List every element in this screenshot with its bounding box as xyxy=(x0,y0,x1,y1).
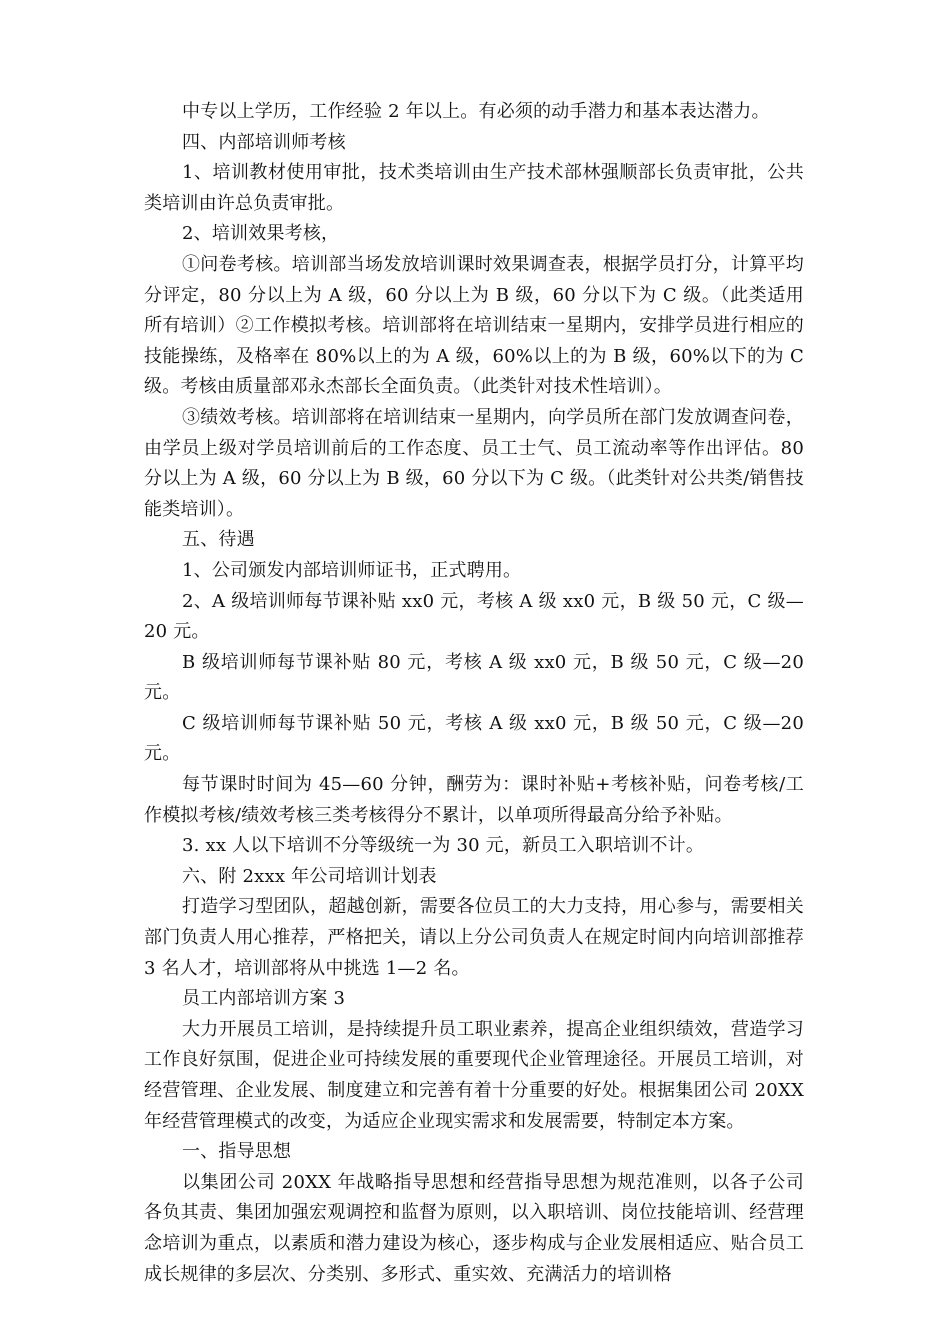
paragraph-class-duration: 每节课时时间为 45—60 分钟，酬劳为：课时补贴+考核补贴，问卷考核/工作模拟考核/绩效考核三类考核得分不累计，以单项所得最高分给予补贴。 xyxy=(144,774,804,826)
paragraph-b-level-subsidy: B 级培训师每节课补贴 80 元，考核 A 级 xx0 元，B 级 50 元，C 级—20 元。 xyxy=(144,651,804,704)
paragraph-training-effect: 2、培训效果考核， xyxy=(182,223,340,245)
heading-guiding-ideology: 一、指导思想 xyxy=(182,1141,292,1163)
paragraph-guiding-ideology: 以集团公司 20XX 年战略指导思想和经营指导思想为规范准则，以各子公司各负其责、集团加强宏观调控和监督为原则，以入职培训、岗位技能培训、经营理念培训为重点，以素质和潜力建设为核心，逐步构成与企业发展相适应、贴合员工成长规律的多层次、分类别、多形式、重实效、充满活力的培训格 xyxy=(144,1171,804,1285)
paragraph-questionnaire-assessment: ①问卷考核。培训部当场发放培训课时效果调查表，根据学员打分，计算平均分评定，80 分以上为 A 级，60 分以上为 B 级，60 分以下为 C 级。（此类适用所有培训）②工作模拟考核。培训部将在培训结束一星期内，安排学员进行相应的技能操练，及格率在 80%以上的为 A 级，60%以上的为 B 级，60%以下的为 C 级。考核由质量部邓永杰部长全面负责。（此类针对技术性培训）。 xyxy=(144,253,804,398)
paragraph-education-requirement: 中专以上学历，工作经验 2 年以上。有必须的动手潜力和基本表达潜力。 xyxy=(182,101,770,122)
heading-plan-3: 员工内部培训方案 3 xyxy=(182,988,346,1010)
paragraph-certificate: 1、公司颁发内部培训师证书，正式聘用。 xyxy=(182,559,522,581)
heading-trainer-assessment: 四、内部培训师考核 xyxy=(182,131,346,153)
paragraph-a-level-subsidy: 2、A 级培训师每节课补贴 xx0 元，考核 A 级 xx0 元，B 级 50 元，C 级—20 元。 xyxy=(144,590,804,643)
heading-benefits: 五、待遇 xyxy=(182,529,255,551)
paragraph-material-approval: 1、培训教材使用审批，技术类培训由生产技术部林强顺部长负责审批，公共类培训由许总负责审批。 xyxy=(144,162,804,214)
paragraph-c-level-subsidy: C 级培训师每节课补贴 50 元，考核 A 级 xx0 元，B 级 50 元，C 级—20 元。 xyxy=(144,712,804,765)
paragraph-learning-team: 打造学习型团队，超越创新，需要各位员工的大力支持，用心参与，需要相关部门负责人用心推荐，严格把关，请以上分公司负责人在规定时间内向培训部推荐 3 名人才，培训部将从中挑选 1—2 名。 xyxy=(144,896,804,979)
paragraph-performance-assessment: ③绩效考核。培训部将在培训结束一星期内，向学员所在部门发放调查问卷，由学员上级对学员培训前后的工作态度、员工士气、员工流动率等作出评估。80 分以上为 A 级，60 分以上为 B 级，60 分以下为 C 级。（此类针对公共类/销售技能类培训）。 xyxy=(144,406,804,520)
heading-training-plan: 六、附 2xxx 年公司培训计划表 xyxy=(182,865,437,887)
paragraph-training-importance: 大力开展员工培训，是持续提升员工职业素养，提高企业组织绩效，营造学习工作良好氛围，促进企业可持续发展的重要现代企业管理途径。开展员工培训，对经营管理、企业发展、制度建立和完善有着十分重要的好处。根据集团公司 20XX 年经营管理模式的改变，为适应企业现实需求和发展需要，特制定本方案。 xyxy=(144,1018,804,1132)
paragraph-small-group-rate: 3. xx 人以下培训不分等级统一为 30 元，新员工入职培训不计。 xyxy=(182,835,705,857)
document-body xyxy=(144,97,804,1290)
